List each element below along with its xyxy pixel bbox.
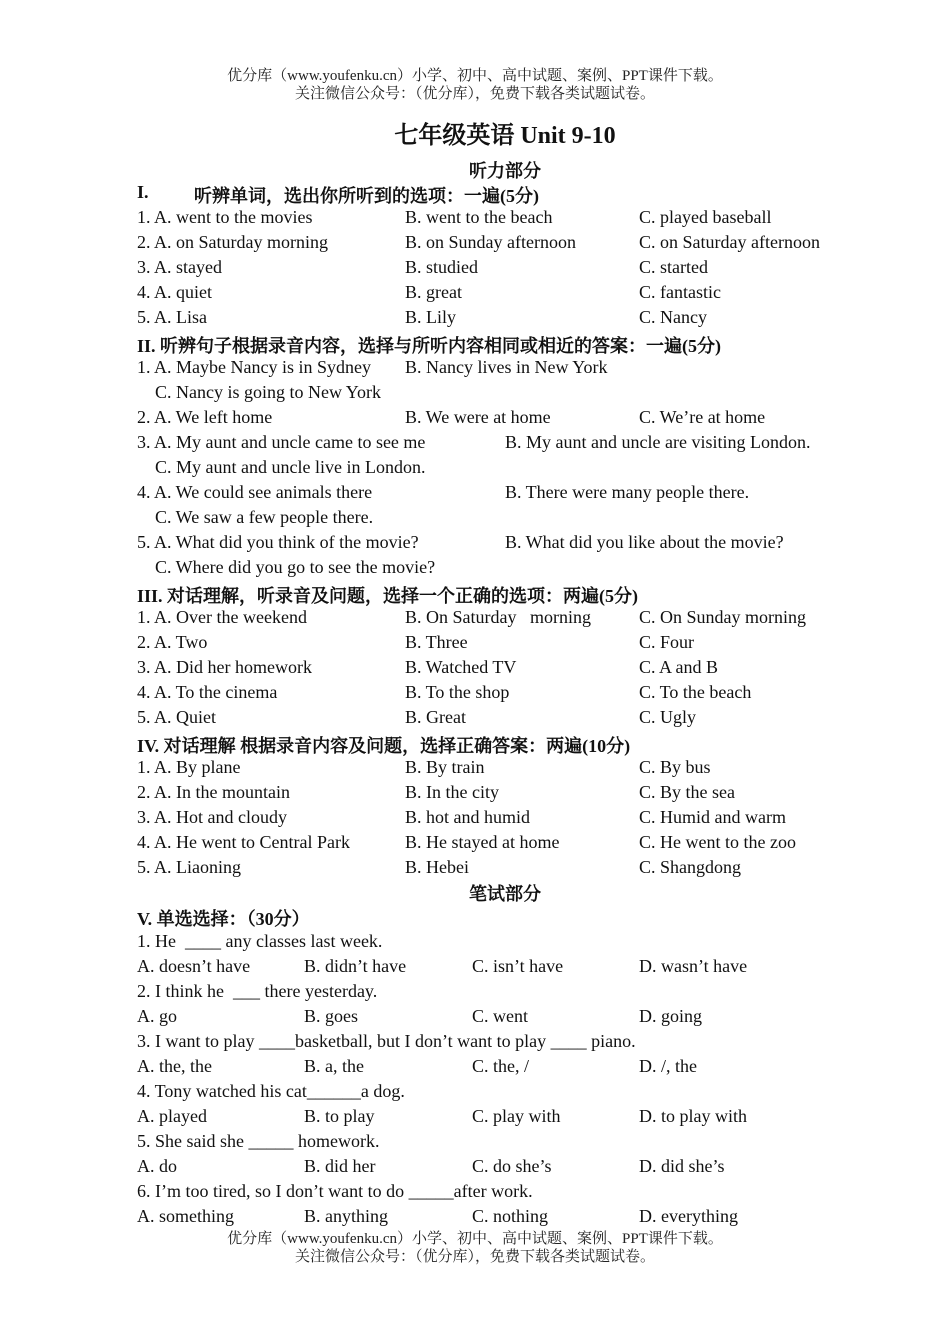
option-b: B. Nancy lives in New York	[405, 357, 608, 377]
option-a: 5. A. Lisa	[137, 307, 207, 327]
option-c: C. On Sunday morning	[639, 607, 807, 627]
s5-options-2	[137, 1006, 857, 1031]
option-c: C. Humid and warm	[639, 807, 786, 827]
s5-question-2	[137, 981, 857, 1006]
s4-item-3	[137, 807, 857, 832]
s2-item-4	[137, 482, 857, 507]
footer-line-2: 关注微信公众号：（优分库），免费下载各类试题试卷。	[294, 1249, 655, 1265]
option-b: B. He stayed at home	[405, 832, 560, 852]
option-b: B. What did you like about the movie?	[505, 532, 784, 552]
option-b: B. By train	[405, 757, 485, 777]
option-c: C. To the beach	[639, 682, 752, 702]
option-b: B. goes	[304, 1006, 358, 1026]
option-a: 5. A. Liaoning	[137, 857, 241, 877]
option-c: C. Nancy	[639, 307, 707, 327]
option-b: B. On Saturday morning	[405, 607, 591, 627]
option-a: 1. A. Maybe Nancy is in Sydney	[137, 357, 371, 377]
s3-item-2	[137, 632, 857, 657]
option-d: D. everything	[639, 1206, 738, 1226]
option-d: D. did she’s	[639, 1156, 725, 1176]
option-a: 5. A. What did you think of the movie?	[137, 532, 419, 552]
question-text: 3. I want to play ____basketball, but I don’t want to play ____ piano.	[137, 1031, 636, 1051]
option-d: D. going	[639, 1006, 702, 1026]
option-c: C. the, /	[472, 1056, 529, 1076]
option-c: C. nothing	[472, 1206, 549, 1226]
s5-options-3	[137, 1056, 857, 1081]
header-line-2: 关注微信公众号：（优分库），免费下载各类试题试卷。	[294, 86, 655, 102]
option-b: B. To the shop	[405, 682, 510, 702]
s5-options-4	[137, 1106, 857, 1131]
option-b: B. Watched TV	[405, 657, 517, 677]
question-text: 5. She said she _____ homework.	[137, 1131, 380, 1151]
s5-options-6	[137, 1206, 857, 1231]
listening-heading: 听力部分	[469, 161, 541, 181]
section-2-heading: II. 听辨句子根据录音内容，选择与所听内容相同或相近的答案：一遍(5分)	[137, 336, 721, 356]
option-a: 3. A. My aunt and uncle came to see me	[137, 432, 426, 452]
option-a: 2. A. Two	[137, 632, 208, 652]
s4-item-2	[137, 782, 857, 807]
option-b: B. went to the beach	[405, 207, 553, 227]
section-1-number: I.	[137, 182, 149, 202]
s3-item-1	[137, 607, 857, 632]
s1-item-3	[137, 257, 857, 282]
s2-item-3	[137, 432, 857, 457]
s5-question-4	[137, 1081, 857, 1106]
option-c: C. My aunt and uncle live in London.	[155, 457, 426, 477]
question-text: 1. He ____ any classes last week.	[137, 931, 383, 951]
section-1-title: 听辨单词，选出你所听到的选项：一遍(5分)	[194, 186, 539, 206]
s3-item-3	[137, 657, 857, 682]
option-c: C. He went to the zoo	[639, 832, 796, 852]
option-a: A. played	[137, 1106, 207, 1126]
section-5-heading: V. 单选选择：（30分）	[137, 909, 310, 929]
s2-item-1	[137, 357, 857, 382]
option-c: C. Four	[639, 632, 695, 652]
option-a: 3. A. Did her homework	[137, 657, 312, 677]
option-b: B. My aunt and uncle are visiting London.	[505, 432, 811, 452]
option-c: C. fantastic	[639, 282, 721, 302]
option-b: B. studied	[405, 257, 479, 277]
s1-item-2	[137, 232, 857, 257]
option-c: C. Where did you go to see the movie?	[155, 557, 436, 577]
section-4-heading: IV. 对话理解 根据录音内容及问题，选择正确答案：两遍(10分)	[137, 736, 631, 756]
option-a: 1. A. went to the movies	[137, 207, 313, 227]
section-1-heading	[137, 182, 539, 206]
writing-heading: 笔试部分	[469, 884, 541, 904]
option-c: C. play with	[472, 1106, 561, 1126]
option-c: C. Shangdong	[639, 857, 742, 877]
s5-options-1	[137, 956, 857, 981]
s4-item-1	[137, 757, 857, 782]
option-c: C. We saw a few people there.	[155, 507, 374, 527]
option-c: C. started	[639, 257, 708, 277]
option-a: A. do	[137, 1156, 177, 1176]
option-b: B. In the city	[405, 782, 499, 802]
header-line-1: 优分库（www.youfenku.cn）小学、初中、高中试题、案例、PPT课件下载。	[227, 68, 723, 84]
option-b: B. anything	[304, 1206, 388, 1226]
option-a: 4. A. quiet	[137, 282, 212, 302]
s5-options-5	[137, 1156, 857, 1181]
s4-item-4	[137, 832, 857, 857]
s5-question-5	[137, 1131, 857, 1156]
option-b: B. did her	[304, 1156, 376, 1176]
option-b: B. There were many people there.	[505, 482, 750, 502]
option-a: 1. A. By plane	[137, 757, 241, 777]
option-c: C. on Saturday afternoon	[639, 232, 820, 252]
option-a: 5. A. Quiet	[137, 707, 216, 727]
option-a: A. doesn’t have	[137, 956, 251, 976]
option-a: A. go	[137, 1006, 177, 1026]
question-text: 6. I’m too tired, so I don’t want to do _____after work.	[137, 1181, 533, 1201]
option-c: C. played baseball	[639, 207, 772, 227]
s2-item-4-c	[137, 507, 857, 532]
s2-item-5-c	[137, 557, 857, 582]
s3-item-4	[137, 682, 857, 707]
s1-item-4	[137, 282, 857, 307]
s1-item-5	[137, 307, 857, 332]
option-c: C. By bus	[639, 757, 711, 777]
option-b: B. on Sunday afternoon	[405, 232, 576, 252]
option-b: B. Hebei	[405, 857, 469, 877]
option-c: C. A and B	[639, 657, 719, 677]
option-b: B. a, the	[304, 1056, 364, 1076]
s3-item-5	[137, 707, 857, 732]
option-b: B. hot and humid	[405, 807, 530, 827]
s2-item-5	[137, 532, 857, 557]
option-c: C. went	[472, 1006, 528, 1026]
option-c: C. isn’t have	[472, 956, 564, 976]
footer-line-1: 优分库（www.youfenku.cn）小学、初中、高中试题、案例、PPT课件下载。	[227, 1231, 723, 1247]
option-b: B. didn’t have	[304, 956, 407, 976]
option-d: D. wasn’t have	[639, 956, 748, 976]
option-a: 4. A. To the cinema	[137, 682, 278, 702]
option-b: B. Great	[405, 707, 466, 727]
question-text: 2. I think he ___ there yesterday.	[137, 981, 378, 1001]
option-c: C. Nancy is going to New York	[155, 382, 382, 402]
option-b: B. Lily	[405, 307, 457, 327]
s5-question-3	[137, 1031, 857, 1056]
option-c: C. Ugly	[639, 707, 697, 727]
option-b: B. to play	[304, 1106, 375, 1126]
option-c: C. We’re at home	[639, 407, 766, 427]
s2-item-2	[137, 407, 857, 432]
option-d: D. to play with	[639, 1106, 747, 1126]
option-c: C. By the sea	[639, 782, 735, 802]
option-a: 2. A. In the mountain	[137, 782, 290, 802]
section-3-heading: III. 对话理解，听录音及问题，选择一个正确的选项：两遍(5分)	[137, 586, 639, 606]
option-a: 3. A. stayed	[137, 257, 222, 277]
option-a: 1. A. Over the weekend	[137, 607, 307, 627]
s5-question-1	[137, 931, 857, 956]
option-b: B. Three	[405, 632, 468, 652]
option-a: 4. A. We could see animals there	[137, 482, 373, 502]
question-text: 4. Tony watched his cat______a dog.	[137, 1081, 405, 1101]
s1-item-1	[137, 207, 857, 232]
page-title: 七年级英语 Unit 9-10	[394, 123, 616, 149]
option-a: 3. A. Hot and cloudy	[137, 807, 287, 827]
option-a: 4. A. He went to Central Park	[137, 832, 350, 852]
s2-item-3-c	[137, 457, 857, 482]
option-b: B. great	[405, 282, 462, 302]
option-d: D. /, the	[639, 1056, 697, 1076]
option-a: 2. A. We left home	[137, 407, 273, 427]
option-b: B. We were at home	[405, 407, 551, 427]
option-a: A. the, the	[137, 1056, 212, 1076]
option-a: A. something	[137, 1206, 234, 1226]
option-a: 2. A. on Saturday morning	[137, 232, 328, 252]
s5-question-6	[137, 1181, 857, 1206]
s2-item-1-c	[137, 382, 857, 407]
s4-item-5	[137, 857, 857, 882]
option-c: C. do she’s	[472, 1156, 552, 1176]
